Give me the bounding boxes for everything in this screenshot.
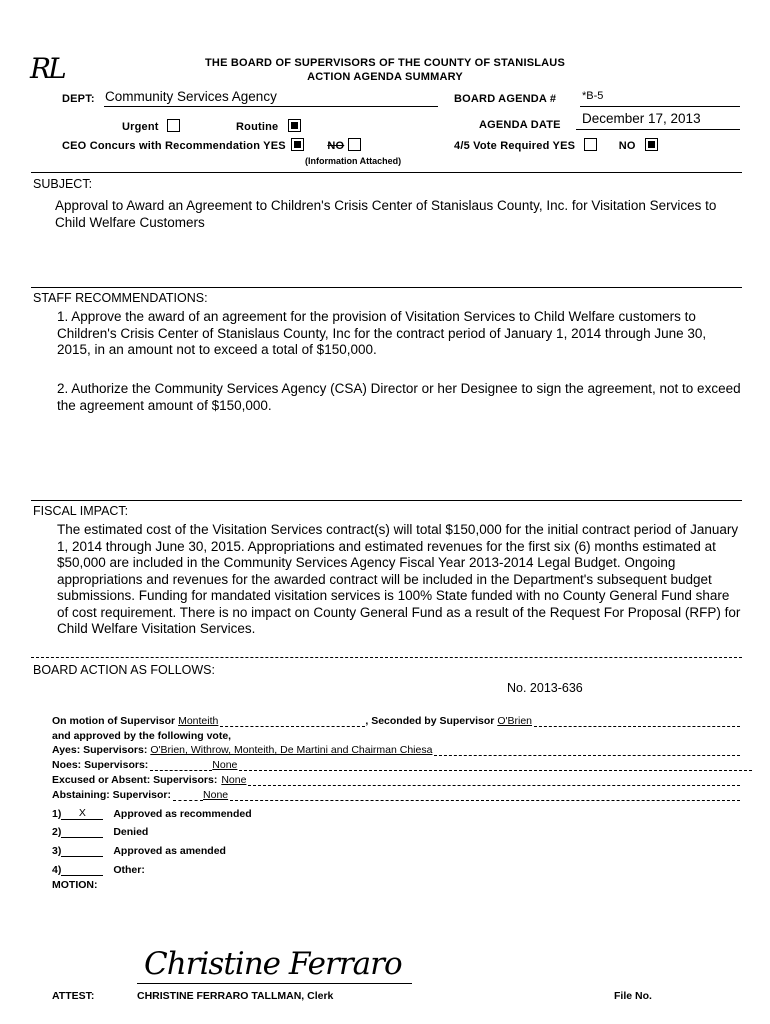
ceo-note: (Information Attached) [305, 156, 402, 166]
option-3-blank[interactable] [61, 856, 103, 857]
seconded-supervisor[interactable]: O'Brien [497, 715, 533, 727]
routine-checkbox[interactable] [288, 119, 301, 132]
option-4-blank[interactable] [61, 875, 103, 876]
approved-line: and approved by the following vote, [52, 730, 232, 742]
clerk-signature [140, 940, 420, 986]
motion-field-label: MOTION: [52, 879, 98, 891]
option-2-text: Denied [113, 826, 149, 838]
agenda-date-label: AGENDA DATE [479, 119, 561, 131]
option-1-text: Approved as recommended [113, 808, 252, 820]
option-2-number: 2) [52, 826, 62, 838]
excused-label: Excused or Absent: Supervisors: [52, 774, 218, 786]
ceo-label: CEO Concurs with Recommendation YES [62, 140, 286, 152]
fiscal-label: FISCAL IMPACT: [33, 504, 129, 518]
subject-text: Approval to Award an Agreement to Children's Crisis Center of Stanislaus County, Inc. for Visitation Services to Child Welfare Customers [55, 198, 717, 230]
board-agenda-label: BOARD AGENDA # [454, 93, 557, 105]
board-action-label: BOARD ACTION AS FOLLOWS: [33, 663, 215, 677]
staff-item-1: 1. Approve the award of an agreement for the provision of Visitation Services to Child Welfare customers to Children's Crisis Center of Stanislaus County, Inc for the contract period of January 1, 2014 through June 30, 2015, in an amount not to exceed a total of $150,000. [57, 309, 707, 357]
resolution-number: No. 2013-636 [507, 681, 583, 695]
attest-label: ATTEST: [52, 990, 95, 1002]
noes-label: Noes: Supervisors: [52, 759, 149, 771]
ayes-value[interactable]: O'Brien, Withrow, Monteith, De Martini and Chairman Chiesa [150, 744, 433, 756]
ceo-no-checkbox[interactable] [348, 138, 361, 151]
motion-supervisor[interactable]: Monteith [178, 715, 219, 727]
option-3-text: Approved as amended [113, 845, 226, 857]
staff-item-2: 2. Authorize the Community Services Agency (CSA) Director or her Designee to sign the agreement, not to exceed the agreement amount of $150,000. [57, 381, 741, 413]
option-3-number: 3) [52, 845, 62, 857]
title-line-2: ACTION AGENDA SUMMARY [307, 71, 463, 83]
ayes-label: Ayes: Supervisors: [52, 744, 148, 756]
dept-value[interactable]: Community Services Agency [105, 89, 277, 104]
urgent-label: Urgent [122, 121, 159, 133]
option-1-mark[interactable]: X [61, 807, 103, 820]
ceo-yes-checkbox[interactable] [291, 138, 304, 151]
staff-label: STAFF RECOMMENDATIONS: [33, 291, 208, 305]
motion-label: On motion of Supervisor [52, 715, 176, 727]
option-4-text: Other: [113, 864, 145, 876]
vote-no-label: NO [618, 140, 636, 152]
urgent-checkbox[interactable] [167, 119, 180, 132]
routine-label: Routine [236, 121, 279, 133]
abstain-label: Abstaining: Supervisor: [52, 789, 172, 801]
file-number-label: File No. [614, 990, 652, 1002]
option-2-blank[interactable] [61, 837, 103, 838]
agenda-date-value[interactable]: December 17, 2013 [582, 111, 701, 126]
vote-yes-checkbox[interactable] [584, 138, 597, 151]
initials-mark: RL [30, 52, 64, 85]
dept-label: DEPT: [62, 93, 95, 105]
svg-text:Christine Ferraro: Christine Ferraro [144, 946, 402, 982]
board-agenda-value[interactable]: *B-5 [582, 90, 604, 102]
noes-value[interactable]: None [212, 759, 238, 771]
option-4-number: 4) [52, 864, 62, 876]
vote-no-checkbox[interactable] [645, 138, 658, 151]
fiscal-text: The estimated cost of the Visitation Services contract(s) will total $150,000 for the initial contract period of January 1, 2014 through June 30, 2015. Appropriations and estimated revenues for the first six (6) months estimated at $50,000 are included in the Community Services Agency Fiscal Year 2013-2014 Legal Budget. Ongoing appropriations and revenues for the awarded contract will be included in the Department's subsequent budget submissions. Funding for mandated visitation services is 100% State funded with no County General Fund share of cost requirement. There is no impact on County General Fund as a result of the Request For Proposal (RFP) for Child Welfare Visitation Services. [57, 522, 741, 636]
ceo-no-label: NO [327, 140, 345, 152]
excused-value[interactable]: None [221, 774, 247, 786]
vote-label: 4/5 Vote Required YES [454, 140, 576, 152]
subject-label: SUBJECT: [33, 177, 93, 191]
title-line-1: THE BOARD OF SUPERVISORS OF THE COUNTY OF STANISLAUS [205, 57, 565, 69]
clerk-name: CHRISTINE FERRARO TALLMAN, Clerk [137, 990, 334, 1002]
seconded-label: , Seconded by Supervisor [365, 715, 495, 727]
abstain-value[interactable]: None [203, 789, 229, 801]
option-1-number: 1) [52, 808, 62, 820]
